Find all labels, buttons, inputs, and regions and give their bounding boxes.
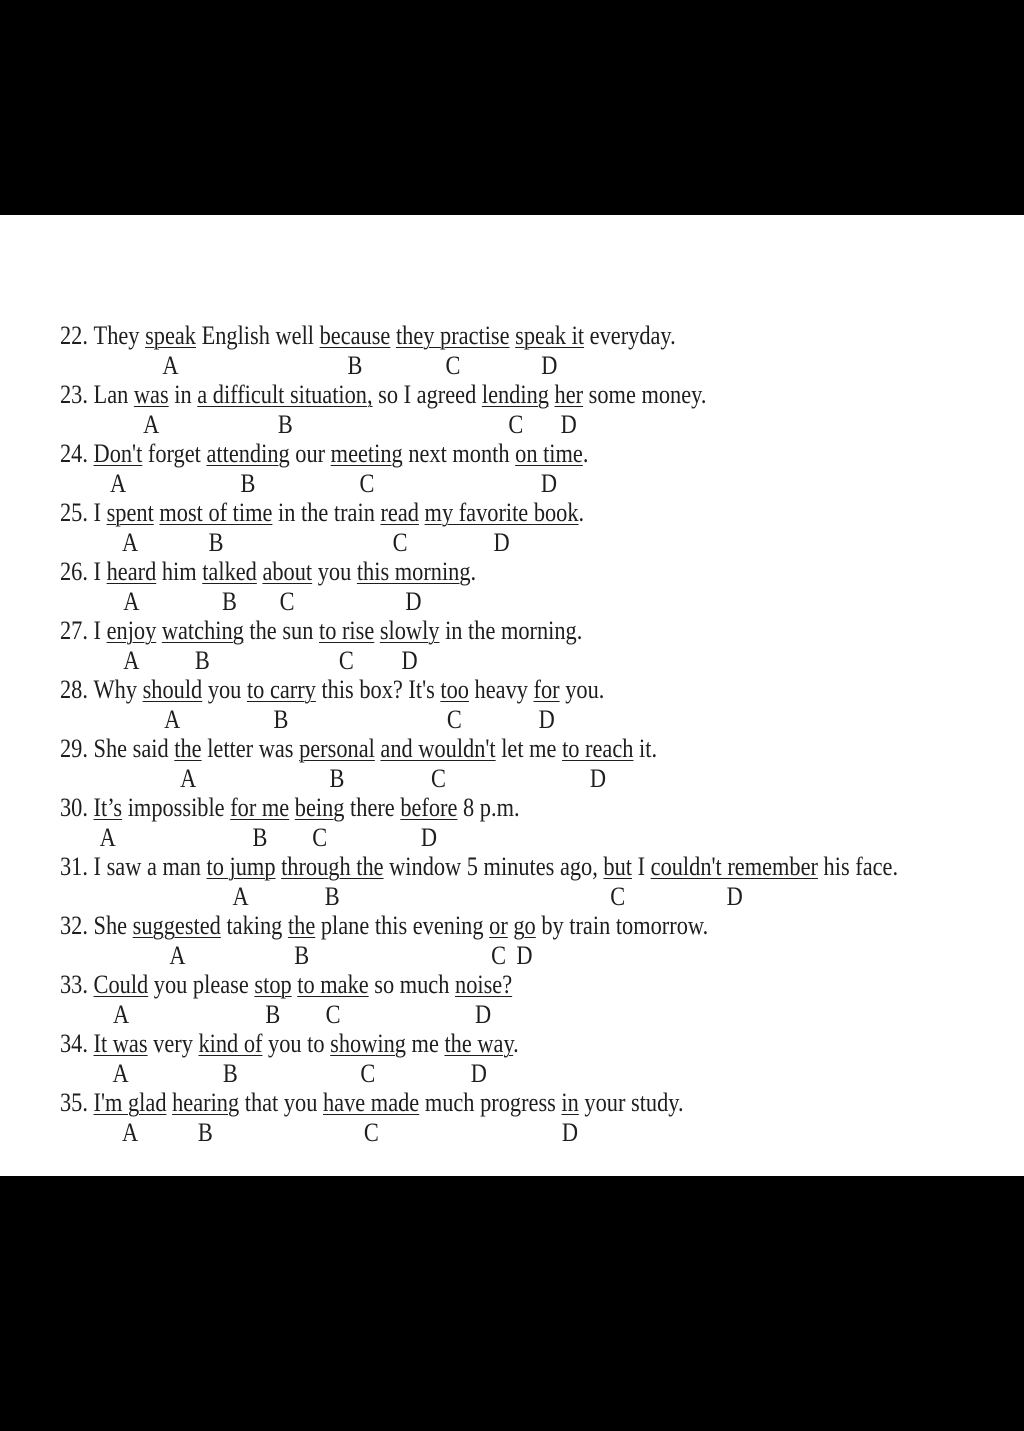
option-label-d: D bbox=[475, 999, 492, 1029]
option-label-a: A bbox=[112, 999, 130, 1029]
sentence-text: . bbox=[582, 439, 589, 468]
option-label-d: D bbox=[401, 645, 418, 675]
sentence-text: much progress bbox=[419, 1088, 562, 1117]
option-label-a: A bbox=[99, 822, 116, 852]
option-labels-row bbox=[60, 705, 1006, 735]
question-item bbox=[60, 793, 1006, 852]
sentence-text: 8 p.m. bbox=[457, 793, 520, 822]
underlined-option-c: have made bbox=[322, 1088, 420, 1117]
underlined-option-b: stop bbox=[254, 970, 292, 999]
question-item bbox=[60, 498, 1006, 557]
underlined-option-b: a difficult situation, bbox=[197, 380, 373, 409]
option-label-b: B bbox=[324, 881, 340, 911]
question-sentence bbox=[60, 970, 1006, 1000]
question-sentence bbox=[60, 852, 1006, 882]
underlined-option-a: Don't bbox=[93, 439, 143, 468]
sentence-text: taking bbox=[220, 911, 288, 940]
question-number: 34. bbox=[60, 1029, 88, 1058]
question-sentence bbox=[60, 793, 1006, 823]
question-list bbox=[60, 321, 1006, 1147]
sentence-text: English well bbox=[195, 321, 320, 350]
underlined-option-b: hearing bbox=[172, 1088, 240, 1117]
option-labels-row bbox=[60, 823, 1006, 853]
underlined-option-c: and wouldn't bbox=[380, 734, 496, 763]
sentence-text: very bbox=[147, 1029, 199, 1058]
underlined-option-d: to reach bbox=[562, 734, 634, 763]
option-label-d: D bbox=[560, 409, 577, 439]
underlined-option-c: meeting bbox=[330, 439, 403, 468]
underlined-option-a: was bbox=[133, 380, 169, 409]
option-label-b: B bbox=[329, 763, 345, 793]
option-label-d: D bbox=[420, 822, 438, 852]
sentence-text: your study. bbox=[578, 1088, 684, 1117]
sentence-text: by train tomorrow. bbox=[535, 911, 709, 940]
question-number: 23. bbox=[60, 380, 88, 409]
sentence-text: window 5 minutes ago, bbox=[383, 852, 604, 881]
underlined-option-a: should bbox=[142, 675, 203, 704]
option-label-b: B bbox=[294, 940, 310, 970]
question-sentence bbox=[60, 1029, 1006, 1059]
sentence-text: . bbox=[578, 498, 585, 527]
question-number: 35. bbox=[60, 1088, 88, 1117]
option-labels-row bbox=[60, 941, 1006, 971]
option-label-c: C bbox=[360, 1058, 376, 1088]
option-label-c: C bbox=[359, 468, 375, 498]
top-black-bar bbox=[0, 0, 1024, 215]
option-label-a: A bbox=[122, 1117, 139, 1147]
option-labels-row bbox=[60, 351, 1006, 381]
underlined-option-c: they practise bbox=[395, 321, 510, 350]
underlined-option-d: slowly bbox=[379, 616, 440, 645]
option-label-a: A bbox=[122, 527, 139, 557]
option-label-c: C bbox=[392, 527, 408, 557]
option-label-b: B bbox=[277, 409, 293, 439]
option-label-c: C bbox=[491, 940, 507, 970]
sentence-text: I bbox=[93, 616, 107, 645]
sentence-text: in the morning. bbox=[439, 616, 583, 645]
option-label-a: A bbox=[232, 881, 249, 911]
question-sentence bbox=[60, 380, 1006, 410]
question-item bbox=[60, 439, 1006, 498]
question-item bbox=[60, 616, 1006, 675]
underlined-option-d: couldn't remember bbox=[650, 852, 818, 881]
question-sentence bbox=[60, 321, 1006, 351]
option-label-b: B bbox=[222, 1058, 238, 1088]
question-sentence bbox=[60, 616, 1006, 646]
question-item bbox=[60, 1029, 1006, 1088]
underlined-option-b: the bbox=[287, 911, 316, 940]
option-label-b: B bbox=[197, 1117, 213, 1147]
question-number: 33. bbox=[60, 970, 88, 999]
sentence-text: you. bbox=[559, 675, 605, 704]
underlined-option-d: this morning bbox=[356, 557, 471, 586]
option-label-c: C bbox=[325, 999, 341, 1029]
option-label-c: C bbox=[508, 409, 524, 439]
underlined-option-d: the way bbox=[444, 1029, 514, 1058]
underlined-option-b: attending bbox=[206, 439, 290, 468]
option-label-d: D bbox=[538, 704, 555, 734]
underlined-option-b: through the bbox=[281, 852, 384, 881]
option-label-a: A bbox=[123, 586, 140, 616]
option-label-c: C bbox=[338, 645, 354, 675]
option-label-d: D bbox=[470, 1058, 487, 1088]
underlined-option-c: lending bbox=[481, 380, 549, 409]
option-label-d: D bbox=[493, 527, 510, 557]
option-label-b: B bbox=[208, 527, 224, 557]
option-label-d: D bbox=[405, 586, 422, 616]
sentence-text: there bbox=[344, 793, 401, 822]
sentence-text: Lan bbox=[93, 380, 134, 409]
question-item bbox=[60, 380, 1006, 439]
underlined-option-a: speak bbox=[145, 321, 196, 350]
sentence-text: you please bbox=[148, 970, 255, 999]
option-label-a: A bbox=[112, 1058, 129, 1088]
option-label-d: D bbox=[541, 350, 558, 380]
underlined-option-a: to jump bbox=[206, 852, 276, 881]
question-number: 32. bbox=[60, 911, 88, 940]
underlined-option-d: go bbox=[513, 911, 536, 940]
underlined-option-b: because bbox=[319, 321, 391, 350]
question-sentence bbox=[60, 675, 1006, 705]
option-label-b: B bbox=[221, 586, 237, 616]
question-number: 22. bbox=[60, 321, 88, 350]
sentence-text: letter was bbox=[201, 734, 300, 763]
option-labels-row bbox=[60, 882, 1006, 912]
sentence-text: I bbox=[93, 498, 107, 527]
question-item bbox=[60, 1088, 1006, 1147]
option-label-c: C bbox=[610, 881, 626, 911]
underlined-option-b: talked bbox=[202, 557, 257, 586]
option-label-a: A bbox=[180, 763, 197, 793]
option-label-b: B bbox=[273, 704, 289, 734]
underlined-option-d: noise? bbox=[455, 970, 513, 999]
sentence-text: heavy bbox=[468, 675, 534, 704]
sentence-text: plane this evening bbox=[315, 911, 490, 940]
underlined-option-c: to make bbox=[297, 970, 369, 999]
question-number: 25. bbox=[60, 498, 88, 527]
question-number: 31. bbox=[60, 852, 88, 881]
option-label-d: D bbox=[516, 940, 533, 970]
question-sentence bbox=[60, 1088, 1006, 1118]
question-number: 28. bbox=[60, 675, 88, 704]
bottom-black-bar bbox=[0, 1176, 1024, 1431]
option-label-b: B bbox=[240, 468, 256, 498]
underlined-option-d: in bbox=[561, 1088, 579, 1117]
option-labels-row bbox=[60, 528, 1006, 558]
option-label-a: A bbox=[169, 940, 186, 970]
sentence-text: this box? It's bbox=[315, 675, 441, 704]
underlined-option-c: about bbox=[262, 557, 313, 586]
underlined-option-b: personal bbox=[299, 734, 375, 763]
underlined-option-a: I'm glad bbox=[93, 1088, 167, 1117]
question-number: 30. bbox=[60, 793, 88, 822]
sentence-text: that you bbox=[239, 1088, 323, 1117]
question-number: 27. bbox=[60, 616, 88, 645]
option-label-c: C bbox=[445, 350, 461, 380]
underlined-option-a: suggested bbox=[132, 911, 221, 940]
underlined-option-a: the bbox=[174, 734, 202, 763]
option-label-a: A bbox=[123, 645, 140, 675]
sentence-text: I bbox=[632, 852, 651, 881]
question-number: 26. bbox=[60, 557, 88, 586]
sentence-text: in bbox=[168, 380, 198, 409]
option-label-c: C bbox=[279, 586, 295, 616]
underlined-option-d: on time bbox=[515, 439, 583, 468]
sentence-text: next month bbox=[402, 439, 516, 468]
underlined-option-c: read bbox=[380, 498, 419, 527]
option-label-d: D bbox=[540, 468, 557, 498]
option-label-c: C bbox=[430, 763, 446, 793]
underlined-option-a: Could bbox=[93, 970, 149, 999]
sentence-text: She said bbox=[93, 734, 175, 763]
sentence-text: you bbox=[202, 675, 247, 704]
sentence-text: our bbox=[289, 439, 331, 468]
underlined-option-d: speak it bbox=[515, 321, 585, 350]
underlined-option-b: kind of bbox=[198, 1029, 263, 1058]
sentence-text: impossible bbox=[122, 793, 231, 822]
question-sentence bbox=[60, 498, 1006, 528]
underlined-option-c: showing bbox=[330, 1029, 406, 1058]
sentence-text: his face. bbox=[817, 852, 899, 881]
sentence-text: . bbox=[513, 1029, 519, 1058]
underlined-option-a: It’s bbox=[93, 793, 123, 822]
option-labels-row bbox=[60, 1059, 1006, 1089]
underlined-option-b: for me bbox=[230, 793, 290, 822]
question-item bbox=[60, 734, 1006, 793]
worksheet-page bbox=[0, 215, 1024, 1176]
underlined-option-c: to rise bbox=[318, 616, 375, 645]
underlined-option-b: most of time bbox=[159, 498, 273, 527]
option-labels-row bbox=[60, 764, 1006, 794]
underlined-option-b: watching bbox=[161, 616, 244, 645]
question-number: 24. bbox=[60, 439, 88, 468]
sentence-text: you to bbox=[262, 1029, 331, 1058]
question-item bbox=[60, 911, 1006, 970]
underlined-option-a: spent bbox=[106, 498, 154, 527]
question-sentence bbox=[60, 734, 1006, 764]
option-label-b: B bbox=[347, 350, 363, 380]
question-number: 29. bbox=[60, 734, 88, 763]
underlined-option-d: before bbox=[400, 793, 458, 822]
sentence-text: . bbox=[470, 557, 477, 586]
underlined-option-b: to carry bbox=[246, 675, 316, 704]
option-labels-row bbox=[60, 1000, 1006, 1030]
underlined-option-d: her bbox=[554, 380, 584, 409]
option-labels-row bbox=[60, 1118, 1006, 1148]
option-label-a: A bbox=[164, 704, 181, 734]
option-label-a: A bbox=[143, 409, 160, 439]
sentence-text: him bbox=[156, 557, 203, 586]
question-sentence bbox=[60, 911, 1006, 941]
sentence-text: some money. bbox=[583, 380, 707, 409]
question-item bbox=[60, 557, 1006, 616]
option-label-c: C bbox=[446, 704, 462, 734]
sentence-text: I bbox=[93, 557, 107, 586]
underlined-option-a: It was bbox=[93, 1029, 148, 1058]
option-labels-row bbox=[60, 469, 1006, 499]
sentence-text: everyday. bbox=[584, 321, 676, 350]
sentence-text: They bbox=[93, 321, 146, 350]
option-label-b: B bbox=[194, 645, 210, 675]
question-item bbox=[60, 675, 1006, 734]
sentence-text: Why bbox=[93, 675, 143, 704]
question-item bbox=[60, 852, 1006, 911]
sentence-text: let me bbox=[495, 734, 563, 763]
underlined-option-a: enjoy bbox=[106, 616, 157, 645]
option-label-b: B bbox=[252, 822, 268, 852]
underlined-option-c: or bbox=[489, 911, 508, 940]
underlined-option-d: my favorite book bbox=[424, 498, 579, 527]
underlined-option-c: but bbox=[603, 852, 633, 881]
question-item bbox=[60, 970, 1006, 1029]
question-sentence bbox=[60, 557, 1006, 587]
option-label-c: C bbox=[312, 822, 328, 852]
sentence-text: so much bbox=[368, 970, 456, 999]
underlined-option-a: heard bbox=[106, 557, 157, 586]
sentence-text: so I agreed bbox=[372, 380, 482, 409]
option-label-a: A bbox=[109, 468, 127, 498]
option-labels-row bbox=[60, 587, 1006, 617]
sentence-text: it. bbox=[633, 734, 658, 763]
question-sentence bbox=[60, 439, 1006, 469]
underlined-option-c: too bbox=[440, 675, 469, 704]
underlined-option-d: for bbox=[533, 675, 560, 704]
option-label-d: D bbox=[726, 881, 743, 911]
underlined-option-c: being bbox=[294, 793, 345, 822]
option-label-b: B bbox=[265, 999, 281, 1029]
sentence-text: the sun bbox=[243, 616, 319, 645]
option-label-d: D bbox=[561, 1117, 579, 1147]
question-item bbox=[60, 321, 1006, 380]
sentence-text: me bbox=[405, 1029, 445, 1058]
sentence-text: in the train bbox=[272, 498, 381, 527]
sentence-text: She bbox=[93, 911, 133, 940]
option-label-d: D bbox=[589, 763, 607, 793]
option-label-a: A bbox=[162, 350, 179, 380]
option-label-c: C bbox=[363, 1117, 379, 1147]
sentence-text: you bbox=[312, 557, 357, 586]
sentence-text: forget bbox=[142, 439, 207, 468]
option-labels-row bbox=[60, 410, 1006, 440]
option-labels-row bbox=[60, 646, 1006, 676]
sentence-text: I saw a man bbox=[93, 852, 207, 881]
